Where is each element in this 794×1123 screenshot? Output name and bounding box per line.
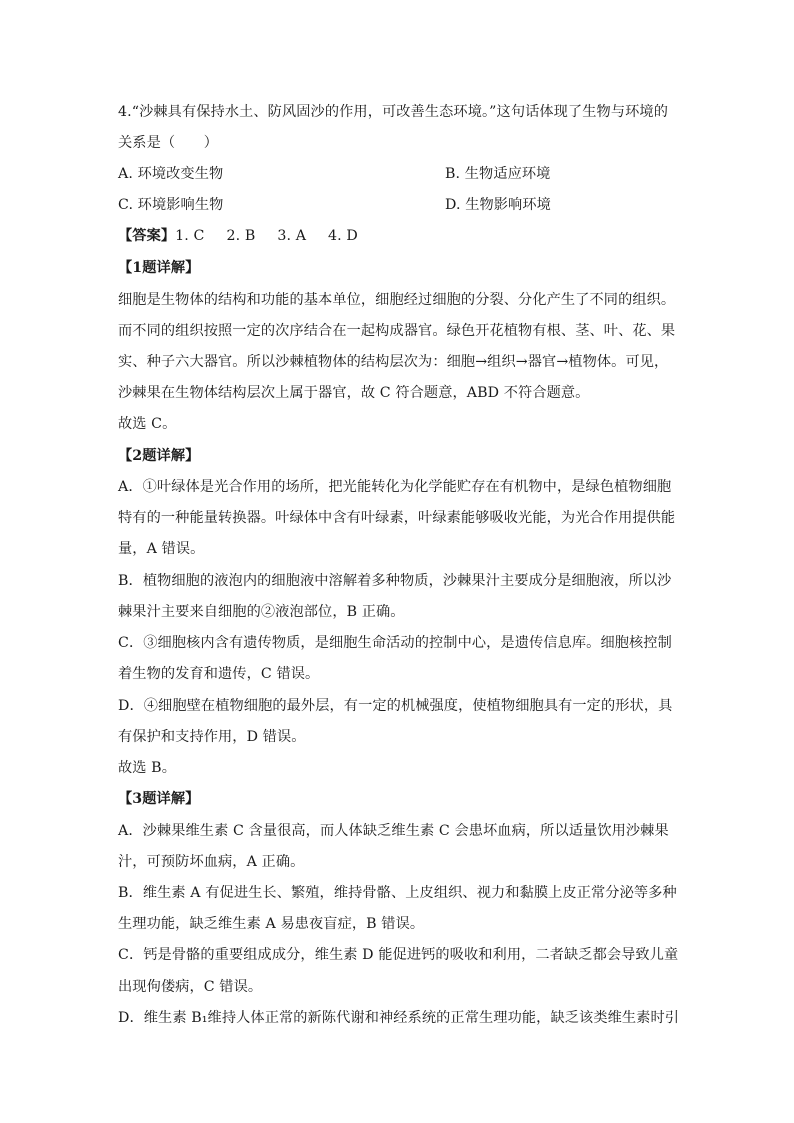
explain-2-line: B．植物细胞的液泡内的细胞液中溶解着多种物质，沙棘果汁主要成分是细胞液，所以沙 [118, 573, 672, 589]
explain-3-line: 汁，可预防坏血病，A 正确。 [118, 854, 305, 870]
explain-3-line: B．维生素 A 有促进生长、繁殖，维持骨骼、上皮组织、视力和黏膜上皮正常分泌等多种 [118, 885, 677, 901]
option-b: B. 生物适应环境 [445, 166, 551, 182]
explain-2-line: 着生物的发育和遗传，C 错误。 [118, 666, 320, 682]
explain-2-line: D．④细胞壁在植物细胞的最外层，有一定的机械强度，使植物细胞具有一定的形状，具 [118, 698, 673, 714]
answer-label: 【答案】 [118, 228, 176, 244]
explain-2-heading: 【2题详解】 [118, 448, 200, 464]
explain-2-line: 故选 B。 [118, 760, 176, 776]
explain-3-line: D．维生素 B₁维持人体正常的新陈代谢和神经系统的正常生理功能，缺乏该类维生素时引 [118, 1010, 680, 1026]
explain-2-line: 有保护和支持作用，D 错误。 [118, 729, 306, 745]
explain-3-heading: 【3题详解】 [118, 791, 200, 807]
answer-item-2: 2. B [226, 228, 256, 244]
explain-1-line: 故选 C。 [118, 416, 177, 432]
explain-2-line: 棘果汁主要来自细胞的②液泡部位，B 正确。 [118, 604, 405, 620]
option-a: A. 环境改变生物 [118, 166, 224, 182]
explain-2-line: A．①叶绿体是光合作用的场所，把光能转化为化学能贮存在有机物中，是绿色植物细胞 [118, 479, 672, 495]
answer-line [118, 226, 380, 246]
explain-1-line: 实、种子六大器官。所以沙棘植物体的结构层次为：细胞→组织→器官→植物体。可见， [118, 354, 669, 370]
answer-item-3: 3. A [277, 228, 307, 244]
option-d: D. 生物影响环境 [445, 197, 551, 213]
explain-3-line: C．钙是骨骼的重要组成成分，维生素 D 能促进钙的吸收和利用，二者缺乏都会导致儿童 [118, 947, 679, 963]
question-stem-line-2: 关系是（ ） [118, 135, 219, 151]
question-stem-line-1: 4.“沙棘具有保持水土、防风固沙的作用，可改善生态环境。”这句话体现了生物与环境的 [118, 104, 668, 120]
answer-item-4: 4. D [328, 228, 358, 244]
explain-2-line: C．③细胞核内含有遗传物质，是细胞生命活动的控制中心，是遗传信息库。细胞核控制 [118, 635, 672, 651]
explain-1-line: 而不同的组织按照一定的次序结合在一起构成器官。绿色开花植物有根、茎、叶、花、果 [118, 323, 676, 339]
explain-2-line: 量，A 错误。 [118, 541, 205, 557]
explain-3-line: A．沙棘果维生素 C 含量很高，而人体缺乏维生素 C 会患坏血病，所以适量饮用沙棘果 [118, 823, 669, 839]
explain-2-line: 特有的一种能量转换器。叶绿体中含有叶绿素，叶绿素能够吸收光能，为光合作用提供能 [118, 510, 676, 526]
explain-1-line: 沙棘果在生物体结构层次上属于器官，故 C 符合题意，ABD 不符合题意。 [118, 385, 590, 401]
explain-3-line: 出现佝偻病，C 错误。 [118, 979, 263, 995]
explain-1-heading: 【1题详解】 [118, 260, 200, 276]
option-c: C. 环境影响生物 [118, 197, 224, 213]
answer-item-1: 1. C [175, 228, 205, 244]
explain-3-line: 生理功能，缺乏维生素 A 易患夜盲症，B 错误。 [118, 916, 425, 932]
explain-1-line: 细胞是生物体的结构和功能的基本单位，细胞经过细胞的分裂、分化产生了不同的组织。 [118, 292, 676, 308]
